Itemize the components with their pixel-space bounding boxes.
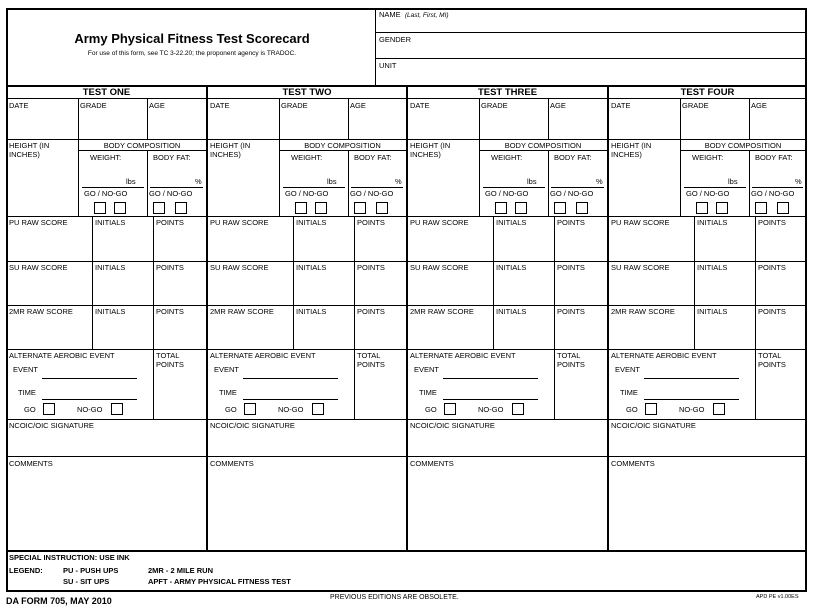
test-3-title: TEST THREE — [477, 87, 538, 98]
form-title: Army Physical Fitness Test Scorecard — [74, 31, 310, 46]
weight-go-nogo-label: GO / NO-GO — [686, 189, 730, 198]
signature-field[interactable] — [208, 430, 406, 456]
date-label: DATE — [210, 101, 230, 110]
alt-event-label: ALTERNATE AEROBIC EVENT — [9, 351, 115, 360]
fat-go-checkbox[interactable] — [354, 202, 366, 214]
form-id: DA FORM 705, MAY 2010 — [6, 596, 112, 606]
total-points-label-2: POINTS — [557, 360, 585, 369]
weight-go-checkbox[interactable] — [295, 202, 307, 214]
age-label: AGE — [350, 101, 366, 110]
weight-nogo-checkbox[interactable] — [315, 202, 327, 214]
total-points-label: TOTAL — [758, 351, 782, 360]
2mr-initials-label: INITIALS — [296, 307, 327, 316]
grade-label: GRADE — [682, 101, 709, 110]
alt-go-checkbox[interactable] — [444, 403, 456, 415]
weight-label: WEIGHT: — [692, 153, 724, 162]
fat-nogo-checkbox[interactable] — [175, 202, 187, 214]
age-label: AGE — [550, 101, 566, 110]
alt-go-label: GO — [225, 405, 237, 414]
gender-label: GENDER — [379, 35, 412, 44]
body-comp-label: BODY COMPOSITION — [304, 141, 381, 150]
date-label: DATE — [9, 101, 29, 110]
weight-go-checkbox[interactable] — [696, 202, 708, 214]
body-fat-label: BODY FAT: — [354, 153, 392, 162]
fat-nogo-checkbox[interactable] — [576, 202, 588, 214]
weight-nogo-checkbox[interactable] — [716, 202, 728, 214]
alt-go-checkbox[interactable] — [244, 403, 256, 415]
event-label: EVENT — [13, 365, 39, 374]
su-raw-score-label: SU RAW SCORE — [210, 263, 269, 272]
pu-initials-label: INITIALS — [296, 218, 327, 227]
time-label: TIME — [219, 388, 237, 397]
alt-nogo-checkbox[interactable] — [312, 403, 324, 415]
legend-pu: PU - PUSH UPS — [63, 566, 119, 575]
test-1-title: TEST ONE — [82, 87, 131, 98]
grade-label: GRADE — [80, 101, 107, 110]
alt-go-label: GO — [24, 405, 36, 414]
legend-label: LEGEND: — [9, 566, 43, 575]
height-label-2: INCHES) — [410, 150, 441, 159]
weight-go-nogo-label: GO / NO-GO — [485, 189, 529, 198]
alt-event-label: ALTERNATE AEROBIC EVENT — [611, 351, 717, 360]
total-points-label-2: POINTS — [156, 360, 184, 369]
weight-nogo-checkbox[interactable] — [114, 202, 126, 214]
2mr-points-label: POINTS — [357, 307, 385, 316]
pct-unit: % — [795, 177, 802, 186]
signature-label: NCOIC/OIC SIGNATURE — [210, 421, 295, 430]
signature-field[interactable] — [7, 430, 206, 456]
su-points-label: POINTS — [557, 263, 585, 272]
unit-label: UNIT — [379, 61, 397, 70]
signature-field[interactable] — [609, 430, 806, 456]
height-label: HEIGHT (IN — [611, 141, 652, 150]
2mr-initials-label: INITIALS — [496, 307, 527, 316]
weight-nogo-checkbox[interactable] — [515, 202, 527, 214]
signature-label: NCOIC/OIC SIGNATURE — [611, 421, 696, 430]
pu-initials-label: INITIALS — [496, 218, 527, 227]
pu-raw-score-label: PU RAW SCORE — [611, 218, 670, 227]
alt-go-checkbox[interactable] — [43, 403, 55, 415]
date-label: DATE — [410, 101, 430, 110]
height-label: HEIGHT (IN — [210, 141, 251, 150]
pu-raw-score-label: PU RAW SCORE — [9, 218, 68, 227]
height-label-2: INCHES) — [210, 150, 241, 159]
special-instruction: SPECIAL INSTRUCTION: USE INK — [9, 553, 130, 562]
event-label: EVENT — [214, 365, 240, 374]
weight-go-checkbox[interactable] — [94, 202, 106, 214]
pu-raw-score-label: PU RAW SCORE — [410, 218, 469, 227]
signature-label: NCOIC/OIC SIGNATURE — [9, 421, 94, 430]
total-points-label: TOTAL — [557, 351, 581, 360]
signature-field[interactable] — [408, 430, 607, 456]
su-initials-label: INITIALS — [95, 263, 126, 272]
name-label: NAME (Last, First, MI) — [379, 10, 449, 19]
comments-label: COMMENTS — [410, 459, 454, 468]
2mr-raw-score-label: 2MR RAW SCORE — [210, 307, 274, 316]
height-label: HEIGHT (IN — [410, 141, 451, 150]
2mr-initials-label: INITIALS — [95, 307, 126, 316]
grade-label: GRADE — [281, 101, 308, 110]
su-initials-label: INITIALS — [496, 263, 527, 272]
fat-go-nogo-label: GO / NO-GO — [149, 189, 193, 198]
total-points-label-2: POINTS — [758, 360, 786, 369]
comments-field[interactable] — [7, 469, 206, 549]
lbs-unit: lbs — [527, 177, 537, 186]
comments-field[interactable] — [408, 469, 607, 549]
comments-label: COMMENTS — [210, 459, 254, 468]
lbs-unit: lbs — [327, 177, 337, 186]
2mr-initials-label: INITIALS — [697, 307, 728, 316]
pct-unit: % — [395, 177, 402, 186]
alt-nogo-label: NO-GO — [478, 405, 504, 414]
fat-go-nogo-label: GO / NO-GO — [550, 189, 594, 198]
age-label: AGE — [751, 101, 767, 110]
signature-label: NCOIC/OIC SIGNATURE — [410, 421, 495, 430]
comments-field[interactable] — [609, 469, 806, 549]
su-initials-label: INITIALS — [697, 263, 728, 272]
age-label: AGE — [149, 101, 165, 110]
pu-points-label: POINTS — [758, 218, 786, 227]
fat-go-checkbox[interactable] — [153, 202, 165, 214]
pu-points-label: POINTS — [156, 218, 184, 227]
name-field[interactable] — [376, 20, 806, 32]
alt-nogo-checkbox[interactable] — [713, 403, 725, 415]
2mr-points-label: POINTS — [156, 307, 184, 316]
pct-unit: % — [596, 177, 603, 186]
pu-initials-label: INITIALS — [697, 218, 728, 227]
legend-apft: APFT - ARMY PHYSICAL FITNESS TEST — [148, 577, 291, 586]
form-subtitle: For use of this form, see TC 3-22.20; the proponent agency is TRADOC. — [87, 50, 297, 57]
fat-go-checkbox[interactable] — [554, 202, 566, 214]
pu-raw-score-label: PU RAW SCORE — [210, 218, 269, 227]
weight-label: WEIGHT: — [90, 153, 122, 162]
fat-nogo-checkbox[interactable] — [777, 202, 789, 214]
date-label: DATE — [611, 101, 631, 110]
body-comp-label: BODY COMPOSITION — [103, 141, 181, 150]
total-points-label: TOTAL — [156, 351, 180, 360]
alt-go-label: GO — [626, 405, 638, 414]
comments-label: COMMENTS — [9, 459, 53, 468]
event-label: EVENT — [615, 365, 641, 374]
event-label: EVENT — [414, 365, 440, 374]
weight-label: WEIGHT: — [291, 153, 323, 162]
pu-points-label: POINTS — [357, 218, 385, 227]
body-comp-label: BODY COMPOSITION — [704, 141, 782, 150]
su-raw-score-label: SU RAW SCORE — [611, 263, 670, 272]
su-points-label: POINTS — [156, 263, 184, 272]
weight-go-nogo-label: GO / NO-GO — [84, 189, 128, 198]
pct-unit: % — [195, 177, 202, 186]
weight-label: WEIGHT: — [491, 153, 523, 162]
pu-initials-label: INITIALS — [95, 218, 126, 227]
pu-points-label: POINTS — [557, 218, 585, 227]
grade-label: GRADE — [481, 101, 508, 110]
time-label: TIME — [620, 388, 638, 397]
comments-field[interactable] — [208, 469, 406, 549]
legend-2mr: 2MR - 2 MILE RUN — [148, 566, 214, 575]
lbs-unit: lbs — [728, 177, 738, 186]
height-label: HEIGHT (IN — [9, 141, 50, 150]
time-label: TIME — [18, 388, 36, 397]
alt-nogo-checkbox[interactable] — [512, 403, 524, 415]
2mr-points-label: POINTS — [758, 307, 786, 316]
alt-event-label: ALTERNATE AEROBIC EVENT — [410, 351, 516, 360]
time-label: TIME — [419, 388, 437, 397]
alt-go-label: GO — [425, 405, 437, 414]
body-fat-label: BODY FAT: — [153, 153, 191, 162]
fat-nogo-checkbox[interactable] — [376, 202, 388, 214]
legend-su: SU - SIT UPS — [63, 577, 110, 586]
2mr-points-label: POINTS — [557, 307, 585, 316]
test-2-title: TEST TWO — [282, 87, 332, 98]
su-points-label: POINTS — [357, 263, 385, 272]
fat-go-checkbox[interactable] — [755, 202, 767, 214]
2mr-raw-score-label: 2MR RAW SCORE — [410, 307, 474, 316]
alt-go-checkbox[interactable] — [645, 403, 657, 415]
alt-nogo-label: NO-GO — [679, 405, 705, 414]
su-initials-label: INITIALS — [296, 263, 327, 272]
su-points-label: POINTS — [758, 263, 786, 272]
weight-go-checkbox[interactable] — [495, 202, 507, 214]
total-points-label: TOTAL — [357, 351, 381, 360]
alt-nogo-label: NO-GO — [278, 405, 304, 414]
height-label-2: INCHES) — [9, 150, 40, 159]
height-label-2: INCHES) — [611, 150, 642, 159]
lbs-unit: lbs — [126, 177, 136, 186]
alt-event-label: ALTERNATE AEROBIC EVENT — [210, 351, 316, 360]
weight-go-nogo-label: GO / NO-GO — [285, 189, 329, 198]
unit-field[interactable] — [376, 70, 806, 84]
2mr-raw-score-label: 2MR RAW SCORE — [611, 307, 675, 316]
body-fat-label: BODY FAT: — [554, 153, 592, 162]
alt-nogo-checkbox[interactable] — [111, 403, 123, 415]
su-raw-score-label: SU RAW SCORE — [410, 263, 469, 272]
test-4-title: TEST FOUR — [680, 87, 735, 98]
body-fat-label: BODY FAT: — [755, 153, 793, 162]
version-label: APD PE v1.00ES — [756, 594, 799, 600]
gender-field[interactable] — [376, 45, 806, 57]
alt-nogo-label: NO-GO — [77, 405, 103, 414]
su-raw-score-label: SU RAW SCORE — [9, 263, 68, 272]
fat-go-nogo-label: GO / NO-GO — [350, 189, 394, 198]
obsolete-note: PREVIOUS EDITIONS ARE OBSOLETE. — [330, 594, 459, 601]
total-points-label-2: POINTS — [357, 360, 385, 369]
comments-label: COMMENTS — [611, 459, 655, 468]
body-comp-label: BODY COMPOSITION — [504, 141, 582, 150]
fat-go-nogo-label: GO / NO-GO — [751, 189, 795, 198]
2mr-raw-score-label: 2MR RAW SCORE — [9, 307, 73, 316]
